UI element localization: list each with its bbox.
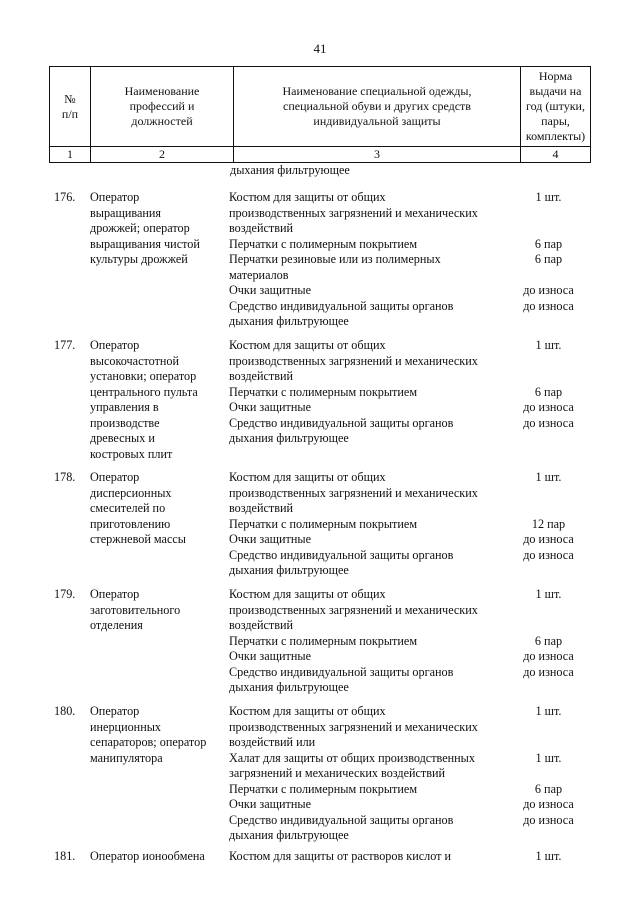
equipment-line: дыхания фильтрующее <box>229 314 349 328</box>
equipment-line: Костюм для защиты от растворов кислот и <box>229 849 452 863</box>
issue-norm: до износа <box>523 283 574 297</box>
equipment-name <box>229 283 509 299</box>
equipment-name <box>229 587 509 634</box>
profession-name <box>90 849 225 865</box>
profession-line: производстве <box>90 415 160 430</box>
equipment-line: Костюм для защиты от общих <box>229 190 386 204</box>
profession-line: древесных и <box>90 431 155 445</box>
profession-line: костровых плит <box>90 446 173 461</box>
equipment-item <box>229 236 563 253</box>
equipment-list <box>229 849 562 865</box>
equipment-line: материалов <box>229 267 289 282</box>
equipment-line: Халат для защиты от общих производственных <box>229 750 475 765</box>
equipment-name <box>229 634 509 650</box>
table-header <box>49 66 591 163</box>
profession-line: высокочастотной <box>90 353 180 368</box>
equipment-line: Средство индивидуальной защиты органов <box>229 664 454 679</box>
equipment-line: Очки защитные <box>229 400 311 414</box>
equipment-name <box>229 649 509 665</box>
equipment-line: воздействий <box>229 501 294 515</box>
equipment-item <box>229 812 574 844</box>
equipment-line: Средство индивидуальной защиты органов <box>229 812 454 827</box>
profession-line: приготовлению <box>90 516 171 531</box>
equipment-line: Очки защитные <box>229 649 311 663</box>
equipment-line: производственных загрязнений и механических <box>229 485 478 500</box>
equipment-line: дыхания фильтрующее <box>229 431 349 445</box>
equipment-name <box>229 416 509 447</box>
profession-name <box>90 470 225 548</box>
equipment-item <box>229 704 562 751</box>
equipment-item <box>229 547 574 579</box>
entry-number: 176. <box>54 190 76 204</box>
issue-norm: 1 шт. <box>535 338 562 352</box>
issue-norm: 1 шт. <box>535 750 562 765</box>
equipment-line: Перчатки с полимерным покрытием <box>229 633 418 648</box>
equipment-name <box>229 751 509 782</box>
profession-line: Оператор ионообмена <box>90 849 205 863</box>
profession-line: Оператор <box>90 587 140 601</box>
equipment-name <box>229 782 509 798</box>
equipment-item <box>229 781 563 798</box>
equipment-line: Перчатки с полимерным покрытием <box>229 236 418 251</box>
equipment-name <box>229 532 509 548</box>
header-num-1: 1 <box>50 147 91 163</box>
equipment-name <box>229 517 509 533</box>
equipment-item <box>229 587 562 634</box>
header-num-2: 2 <box>91 147 234 163</box>
equipment-line: Перчатки с полимерным покрытием <box>229 516 418 531</box>
profession-name <box>90 190 225 268</box>
issue-norm: 12 пар <box>531 516 566 531</box>
equipment-item <box>229 797 574 813</box>
equipment-item <box>229 849 562 865</box>
issue-norm: до износа <box>523 298 574 313</box>
equipment-item <box>229 516 566 533</box>
profession-line: выращивания чистой <box>90 236 200 251</box>
equipment-line: загрязнений и механических воздействий <box>229 766 446 780</box>
profession-line: отделения <box>90 618 143 632</box>
equipment-name <box>229 385 509 401</box>
equipment-line: производственных загрязнений и механических <box>229 353 478 368</box>
equipment-name <box>229 849 509 865</box>
equipment-item <box>229 283 574 299</box>
profession-line: выращивания <box>90 205 162 220</box>
equipment-line: дыхания фильтрующее <box>229 828 349 842</box>
page-number: 41 <box>313 41 327 56</box>
profession-line: смесителей по <box>90 501 166 515</box>
profession-name <box>90 704 225 766</box>
profession-line: манипулятора <box>90 750 163 765</box>
equipment-item <box>229 664 574 696</box>
profession-line: Оператор <box>90 704 140 718</box>
equipment-name <box>229 252 509 283</box>
issue-norm: до износа <box>523 400 574 414</box>
equipment-name <box>229 813 509 844</box>
equipment-line: Перчатки с полимерным покрытием <box>229 384 418 399</box>
profession-line: Оператор <box>90 338 140 352</box>
header-col-profession: Наименование профессий и должностей <box>91 67 234 147</box>
equipment-line: воздействий или <box>229 735 316 749</box>
equipment-line: дыхания фильтрующее <box>229 680 349 694</box>
equipment-item <box>229 252 563 283</box>
issue-norm: до износа <box>523 547 574 562</box>
equipment-line: Средство индивидуальной защиты органов <box>229 415 454 430</box>
equipment-line: воздействий <box>229 618 294 632</box>
issue-norm: 6 пар <box>534 781 563 796</box>
equipment-line: воздействий <box>229 369 294 383</box>
equipment-line: Средство индивидуальной защиты органов <box>229 547 454 562</box>
equipment-name <box>229 237 509 253</box>
equipment-line: производственных загрязнений и механических <box>229 602 478 617</box>
equipment-list <box>229 470 574 579</box>
header-col-norm: Норма выдачи на год (штуки, пары, комплекты) <box>521 67 591 147</box>
equipment-list <box>229 190 574 330</box>
equipment-item <box>229 750 562 782</box>
equipment-line: Перчатки резиновые или из полимерных <box>229 252 441 266</box>
issue-norm: 6 пар <box>534 236 563 251</box>
header-col-equipment: Наименование специальной одежды, специальной обуви и других средств индивидуальной защиты <box>234 67 521 147</box>
issue-norm: до износа <box>523 664 574 679</box>
equipment-name <box>229 400 509 416</box>
equipment-name <box>229 470 509 517</box>
profession-line: Оператор <box>90 470 140 484</box>
profession-line: установки; оператор <box>90 369 197 383</box>
equipment-item <box>229 415 574 447</box>
equipment-line: Очки защитные <box>229 283 311 297</box>
equipment-name <box>229 299 509 330</box>
issue-norm: до износа <box>523 797 574 811</box>
equipment-list <box>229 338 574 447</box>
equipment-list <box>229 587 574 696</box>
issue-norm: до износа <box>523 415 574 430</box>
header-num-3: 3 <box>234 147 521 163</box>
equipment-line: Очки защитные <box>229 797 311 811</box>
equipment-line: производственных загрязнений и механических <box>229 719 478 734</box>
equipment-item <box>229 470 562 517</box>
equipment-name <box>229 190 509 237</box>
equipment-item <box>229 298 574 330</box>
equipment-line: дыхания фильтрующее <box>229 563 349 577</box>
equipment-item <box>229 633 563 650</box>
profession-line: дрожжей; оператор <box>90 221 190 235</box>
equipment-item <box>229 338 562 385</box>
equipment-line: воздействий <box>229 221 294 235</box>
entry-number: 177. <box>54 338 76 352</box>
issue-norm: до износа <box>523 532 574 546</box>
header-num-4: 4 <box>521 147 591 163</box>
profession-line: центрального пульта <box>90 384 198 399</box>
equipment-name <box>229 548 509 579</box>
equipment-name <box>229 665 509 696</box>
equipment-item <box>229 384 563 401</box>
equipment-item <box>229 649 574 665</box>
entry-number: 178. <box>54 470 76 484</box>
equipment-line: Костюм для защиты от общих <box>229 338 386 352</box>
issue-norm: 1 шт. <box>535 587 562 601</box>
entry-number: 181. <box>54 849 76 863</box>
issue-norm: 1 шт. <box>535 190 562 204</box>
equipment-line: Костюм для защиты от общих <box>229 470 386 484</box>
issue-norm: 6 пар <box>534 384 563 399</box>
equipment-name <box>229 704 509 751</box>
profession-name <box>90 587 225 634</box>
profession-line: сепараторов; оператор <box>90 735 207 749</box>
issue-norm: 1 шт. <box>535 704 562 718</box>
issue-norm: до износа <box>523 812 574 827</box>
equipment-line: Перчатки с полимерным покрытием <box>229 781 418 796</box>
issue-norm: 1 шт. <box>535 849 562 863</box>
profession-line: заготовительного <box>90 602 181 617</box>
entry-number: 179. <box>54 587 76 601</box>
header-col-number: № п/п <box>50 67 91 147</box>
equipment-name <box>229 338 509 385</box>
issue-norm: до износа <box>523 649 574 663</box>
profession-line: инерционных <box>90 719 162 734</box>
profession-line: стержневой массы <box>90 532 186 546</box>
entry-number: 180. <box>54 704 76 718</box>
equipment-line: производственных загрязнений и механических <box>229 205 478 220</box>
equipment-line: Средство индивидуальной защиты органов <box>229 298 454 313</box>
profession-line: Оператор <box>90 190 140 204</box>
equipment-list <box>229 704 574 844</box>
equipment-item <box>229 400 574 416</box>
profession-line: дисперсионных <box>90 485 172 500</box>
issue-norm: 1 шт. <box>535 470 562 484</box>
equipment-line: Костюм для защиты от общих <box>229 587 386 601</box>
profession-line: культуры дрожжей <box>90 252 188 266</box>
profession-line: управления в <box>90 400 159 414</box>
equipment-name <box>229 797 509 813</box>
issue-norm: 6 пар <box>534 252 563 266</box>
equipment-item <box>229 190 562 237</box>
equipment-item <box>229 532 574 548</box>
equipment-line: Костюм для защиты от общих <box>229 704 386 718</box>
continuation-text: дыхания фильтрующее <box>230 163 350 177</box>
profession-name <box>90 338 225 462</box>
equipment-line: Очки защитные <box>229 532 311 546</box>
issue-norm: 6 пар <box>534 633 563 648</box>
